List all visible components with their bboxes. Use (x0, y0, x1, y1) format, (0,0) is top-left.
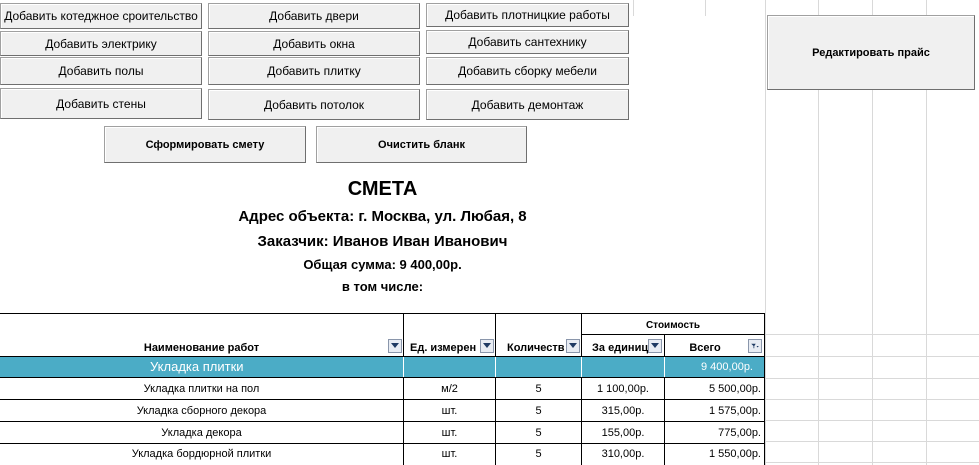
edit-price-button[interactable]: Редактировать прайс (767, 15, 975, 90)
table-border (495, 357, 496, 377)
table-border (664, 378, 665, 465)
table-border (581, 357, 582, 377)
table-border (495, 378, 496, 465)
page-title: СМЕТА (347, 178, 418, 200)
row-price: 155,00р. (601, 426, 645, 439)
clear-form-button[interactable]: Очистить бланк (316, 126, 527, 163)
column-header-name: Наименование работ (143, 341, 260, 354)
filter-active-icon[interactable] (748, 339, 762, 353)
filter-dropdown-icon[interactable] (566, 339, 580, 353)
filter-dropdown-icon[interactable] (480, 339, 494, 353)
row-name: Укладка декора (161, 426, 242, 439)
grid-line (765, 441, 979, 442)
column-header-per-unit: За единиц (592, 341, 648, 354)
table-border (403, 378, 404, 465)
table-border (764, 313, 765, 357)
grid-line (765, 378, 979, 379)
add-furniture-assembly-button[interactable]: Добавить сборку мебели (426, 57, 629, 85)
row-name: Укладка плитки на пол (143, 382, 260, 395)
add-cottage-button[interactable]: Добавить котеджное сроительство (0, 3, 202, 29)
grid-line (705, 0, 706, 16)
row-total: 775,00р. (718, 426, 761, 439)
row-name: Укладка бордюрной плитки (131, 448, 272, 460)
including-label: в том числе: (341, 279, 424, 294)
add-demolition-button[interactable]: Добавить демонтаж (426, 89, 629, 120)
grid-line (765, 0, 766, 465)
grid-line (765, 356, 979, 357)
row-total: 1 550,00р. (709, 448, 761, 460)
table-border (664, 357, 665, 377)
table-border (581, 334, 765, 335)
add-electrics-button[interactable]: Добавить электрику (0, 31, 202, 56)
add-floors-button[interactable]: Добавить полы (0, 57, 202, 85)
row-unit: шт. (441, 404, 458, 417)
filter-dropdown-icon[interactable] (648, 339, 662, 353)
form-estimate-button[interactable]: Сформировать смету (104, 126, 306, 163)
row-qty: 5 (535, 382, 542, 395)
row-unit: шт. (441, 448, 458, 460)
category-label: Укладка плитки (150, 359, 244, 374)
row-price: 315,00р. (601, 404, 645, 417)
table-border (764, 357, 765, 465)
category-total: 9 400,00р. (701, 361, 753, 373)
row-qty: 5 (535, 426, 542, 439)
row-total: 1 575,00р. (709, 404, 761, 417)
add-windows-button[interactable]: Добавить окна (208, 31, 420, 56)
table-border (581, 378, 582, 465)
add-doors-button[interactable]: Добавить двери (208, 3, 420, 29)
row-name: Укладка сборного декора (136, 404, 267, 417)
category-row (0, 357, 765, 377)
row-price: 1 100,00р. (597, 382, 649, 395)
cost-group-header: Стоимость (645, 319, 701, 331)
add-carpentry-button[interactable]: Добавить плотницкие работы (426, 3, 629, 27)
grid-line (765, 462, 979, 463)
column-header-total: Всего (689, 341, 721, 354)
grid-line (633, 0, 634, 16)
add-tile-button[interactable]: Добавить плитку (208, 57, 420, 85)
row-unit: шт. (441, 426, 458, 439)
customer-name: Заказчик: Иванов Иван Иванович (257, 233, 508, 250)
column-header-qty: Количеств (507, 341, 565, 354)
add-plumbing-button[interactable]: Добавить сантехнику (426, 30, 629, 54)
table-border (403, 357, 404, 377)
row-qty: 5 (535, 448, 542, 460)
total-sum: Общая сумма: 9 400,00р. (303, 257, 462, 272)
grid-line (765, 334, 979, 335)
table-border (0, 313, 765, 314)
grid-line (765, 399, 979, 400)
row-unit: м/2 (441, 382, 458, 395)
filter-dropdown-icon[interactable] (388, 339, 402, 353)
row-price: 310,00р. (601, 448, 645, 460)
add-walls-button[interactable]: Добавить стены (0, 88, 202, 119)
row-qty: 5 (535, 404, 542, 417)
column-header-unit: Ед. измерен (410, 341, 477, 354)
grid-line (765, 420, 979, 421)
add-ceiling-button[interactable]: Добавить потолок (208, 89, 420, 120)
object-address: Адрес объекта: г. Москва, ул. Любая, 8 (238, 208, 527, 225)
row-total: 5 500,00р. (709, 382, 761, 395)
